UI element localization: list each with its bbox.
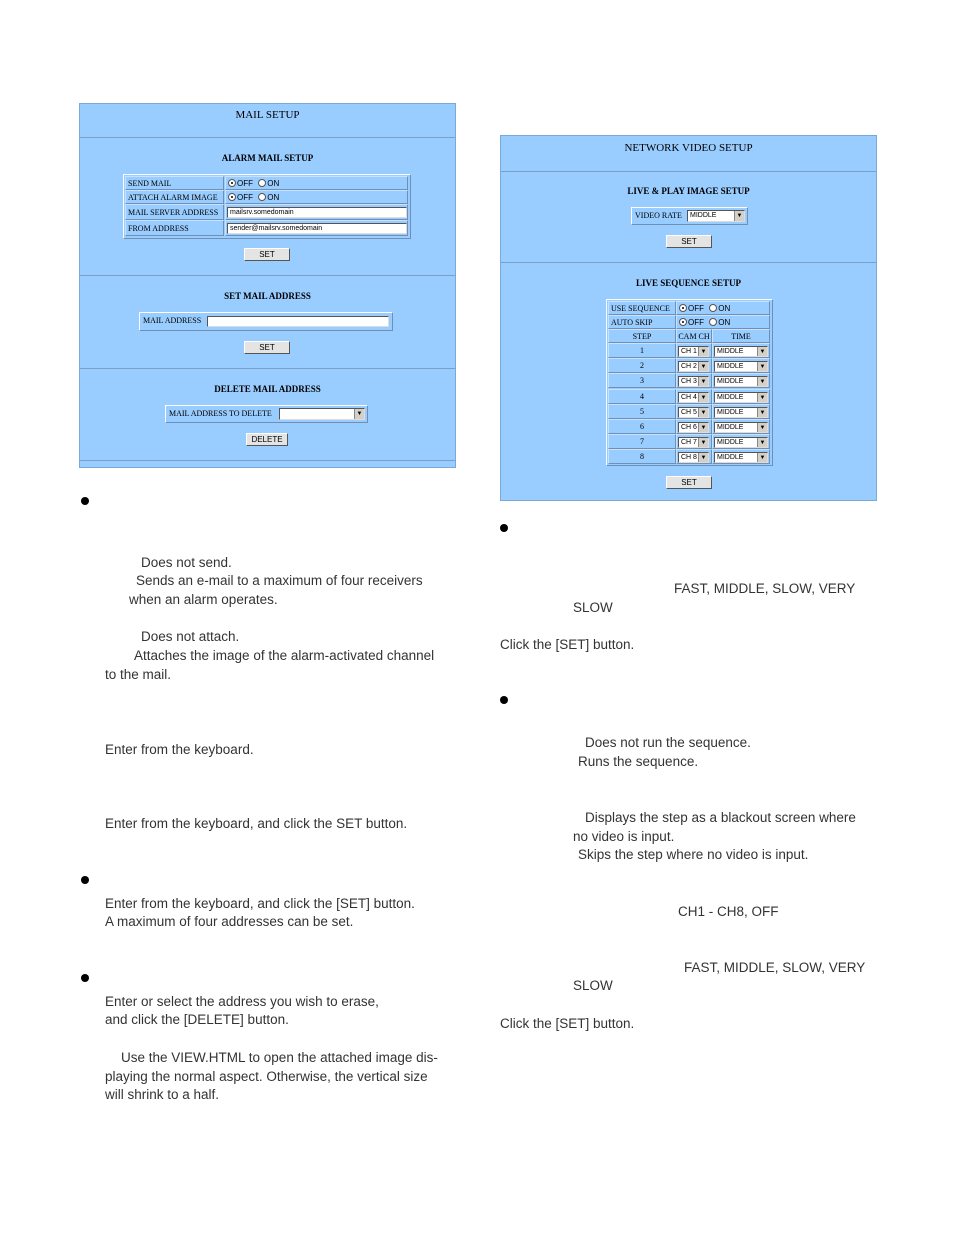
sequence-time-cell [712, 343, 770, 358]
cam-ch-value: CH 4 [681, 393, 697, 401]
divider [80, 368, 455, 369]
network-video-setup-title: NETWORK VIDEO SETUP [624, 142, 753, 154]
mail-server-label: MAIL SERVER ADDRESS [125, 204, 224, 220]
time-select[interactable] [714, 392, 768, 403]
time-value: MIDDLE [717, 363, 744, 371]
attach-image-on-radio[interactable] [258, 193, 266, 201]
bullet-icon [81, 876, 89, 884]
divider [80, 275, 455, 276]
col-header-cam: CAM CH [676, 329, 712, 343]
auto-skip-label: AUTO SKIP [608, 315, 676, 329]
send-mail-off-label: OFF [237, 179, 253, 188]
send-mail-on-label: ON [267, 179, 280, 188]
live-sequence-set-button[interactable]: SET [666, 476, 712, 489]
time-value: MIDDLE [717, 393, 744, 401]
divider [501, 262, 876, 263]
sequence-time-cell [712, 419, 770, 434]
attach-image-on-label: ON [267, 193, 280, 202]
chevron-down-icon[interactable]: ▼ [698, 347, 708, 356]
auto-skip-on-text: Skips the step where no video is input. [578, 847, 809, 862]
note-text-cont: playing the normal aspect. Otherwise, the vertical size [105, 1069, 428, 1084]
use-sequence-on-text: Runs the sequence. [578, 754, 699, 769]
cam-ch-select[interactable] [678, 422, 709, 433]
set-address-text-cont: A maximum of four addresses can be set. [105, 914, 354, 929]
attach-image-radios [225, 190, 408, 204]
from-address-text: Enter from the keyboard, and click the SET button. [105, 816, 408, 831]
use-sequence-label: USE SEQUENCE [608, 301, 676, 315]
bullet-icon [81, 497, 89, 505]
from-address-cell [225, 220, 408, 236]
alarm-mail-table [123, 174, 411, 239]
divider [501, 171, 876, 172]
note-text-cont: will shrink to a half. [105, 1087, 220, 1102]
auto-skip-off-text-cont: no video is input. [573, 829, 675, 844]
auto-skip-radios [676, 315, 770, 329]
chevron-down-icon[interactable]: ▼ [734, 211, 744, 221]
chevron-down-icon[interactable]: ▼ [757, 347, 767, 356]
cam-ch-select[interactable] [678, 361, 709, 372]
mail-address-input[interactable] [207, 316, 389, 327]
sequence-cam-cell [676, 419, 712, 434]
sequence-time-cell [712, 373, 770, 388]
cam-ch-select[interactable] [678, 346, 709, 357]
cam-ch-select[interactable] [678, 392, 709, 403]
delete-mail-address-title: DELETE MAIL ADDRESS [214, 384, 321, 394]
cam-ch-value: CH 2 [681, 363, 697, 371]
delete-button[interactable]: DELETE [246, 433, 288, 446]
video-rate-options-text: FAST, MIDDLE, SLOW, VERY [674, 581, 856, 596]
set-mail-address-button[interactable]: SET [244, 341, 290, 354]
click-set-text: Click the [SET] button. [500, 1016, 635, 1031]
network-video-setup-panel [500, 135, 877, 501]
cam-ch-value: CH 3 [681, 378, 697, 386]
chevron-down-icon[interactable]: ▼ [757, 377, 767, 386]
send-mail-on-text-cont: when an alarm operates. [129, 592, 278, 607]
chevron-down-icon[interactable]: ▼ [698, 438, 708, 447]
send-mail-on-radio[interactable] [258, 179, 266, 187]
send-mail-off-text: Does not send. [141, 555, 232, 570]
sequence-cam-cell [676, 404, 712, 419]
from-address-input[interactable]: sender@mailsrv.somedomain [227, 223, 407, 234]
video-rate-table [631, 207, 748, 225]
sequence-step-number: 5 [608, 404, 676, 419]
auto-skip-on-label: ON [718, 318, 731, 327]
sequence-step-number: 1 [608, 343, 676, 358]
cam-ch-options-text: CH1 - CH8, OFF [678, 904, 779, 919]
video-rate-options-text-cont: SLOW [573, 600, 613, 615]
time-select[interactable] [714, 361, 768, 372]
chevron-down-icon[interactable]: ▼ [698, 393, 708, 402]
time-select[interactable] [714, 407, 768, 418]
time-options-text-cont: SLOW [573, 978, 613, 993]
time-select[interactable] [714, 376, 768, 387]
sequence-cam-cell [676, 434, 712, 449]
divider [80, 460, 455, 461]
sequence-step-number: 3 [608, 373, 676, 388]
chevron-down-icon[interactable]: ▼ [698, 377, 708, 386]
delete-address-text-cont: and click the [DELETE] button. [105, 1012, 289, 1027]
chevron-down-icon[interactable]: ▼ [698, 423, 708, 432]
attach-off-text: Does not attach. [141, 629, 240, 644]
use-sequence-off-radio[interactable] [679, 304, 687, 312]
time-value: MIDDLE [717, 424, 744, 431]
time-select[interactable] [714, 452, 768, 463]
alarm-mail-setup-title: ALARM MAIL SETUP [221, 153, 314, 163]
use-sequence-radios [676, 301, 770, 315]
address-to-delete-label: MAIL ADDRESS TO DELETE [169, 409, 272, 418]
chevron-down-icon[interactable]: ▼ [757, 438, 767, 447]
cam-ch-value: CH 1 [681, 348, 697, 355]
cam-ch-select[interactable] [678, 376, 709, 387]
time-value: MIDDLE [717, 348, 744, 355]
mail-setup-panel [79, 103, 456, 468]
sequence-time-cell [712, 404, 770, 419]
mail-server-cell [225, 204, 408, 220]
send-mail-radios [225, 176, 408, 190]
sequence-cam-cell [676, 449, 712, 464]
live-play-set-button[interactable]: SET [666, 235, 712, 248]
mail-address-label: MAIL ADDRESS [143, 316, 202, 325]
auto-skip-off-radio[interactable] [679, 318, 687, 326]
use-sequence-on-label: ON [718, 304, 731, 313]
bullet-icon [81, 974, 89, 982]
sequence-cam-cell [676, 373, 712, 388]
chevron-down-icon[interactable]: ▼ [354, 409, 364, 419]
sequence-step-number: 6 [608, 419, 676, 434]
time-value: MIDDLE [717, 439, 744, 447]
set-address-text: Enter from the keyboard, and click the [SET] button. [105, 896, 415, 911]
bullet-icon [500, 524, 508, 532]
use-sequence-off-label: OFF [688, 304, 704, 313]
chevron-down-icon[interactable]: ▼ [698, 453, 708, 462]
sequence-cam-cell [676, 343, 712, 358]
cam-ch-value: CH 8 [681, 454, 697, 462]
attach-image-off-label: OFF [237, 193, 253, 202]
attach-image-label: ATTACH ALARM IMAGE [125, 190, 224, 204]
chevron-down-icon[interactable]: ▼ [757, 453, 767, 462]
cam-ch-select[interactable] [678, 437, 709, 448]
sequence-cam-cell [676, 358, 712, 373]
live-play-setup-title: LIVE & PLAY IMAGE SETUP [627, 186, 750, 196]
chevron-down-icon[interactable]: ▼ [698, 408, 708, 417]
live-sequence-setup-title: LIVE SEQUENCE SETUP [635, 278, 742, 288]
time-value: MIDDLE [717, 454, 744, 462]
chevron-down-icon[interactable]: ▼ [757, 423, 767, 432]
sequence-step-number: 4 [608, 389, 676, 404]
address-to-delete-select[interactable] [279, 408, 365, 420]
sequence-cam-cell [676, 389, 712, 404]
server-address-text: Enter from the keyboard. [105, 742, 254, 757]
attach-on-text-cont: to the mail. [105, 667, 172, 682]
chevron-down-icon[interactable]: ▼ [757, 408, 767, 417]
live-sequence-table [606, 299, 773, 466]
cam-ch-value: CH 7 [681, 439, 697, 447]
set-mail-address-table [139, 312, 393, 331]
send-mail-off-radio[interactable] [228, 179, 236, 187]
col-header-step: STEP [608, 329, 676, 343]
time-options-text: FAST, MIDDLE, SLOW, VERY [684, 960, 866, 975]
video-rate-select[interactable] [687, 210, 745, 222]
cam-ch-select[interactable] [678, 407, 709, 418]
mail-setup-title: MAIL SETUP [235, 109, 300, 121]
sequence-time-cell [712, 358, 770, 373]
video-rate-value: MIDDLE [690, 212, 717, 219]
attach-on-text: Attaches the image of the alarm-activated channel [134, 648, 435, 663]
time-select[interactable] [714, 346, 768, 357]
auto-skip-off-text: Displays the step as a blackout screen where [585, 810, 856, 825]
time-select[interactable] [714, 422, 768, 433]
chevron-down-icon[interactable]: ▼ [698, 362, 708, 371]
auto-skip-off-label: OFF [688, 318, 704, 327]
delete-address-text: Enter or select the address you wish to erase, [105, 994, 379, 1009]
sequence-time-cell [712, 389, 770, 404]
attach-image-off-radio[interactable] [228, 193, 236, 201]
sequence-time-cell [712, 434, 770, 449]
alarm-set-button[interactable]: SET [244, 248, 290, 261]
note-text: Use the VIEW.HTML to open the attached image dis- [121, 1050, 438, 1065]
time-value: MIDDLE [717, 378, 744, 386]
video-rate-label: VIDEO RATE [635, 211, 682, 220]
divider [80, 137, 455, 138]
chevron-down-icon[interactable]: ▼ [757, 362, 767, 371]
time-select[interactable] [714, 437, 768, 448]
sequence-step-number: 7 [608, 434, 676, 449]
cam-ch-select[interactable] [678, 452, 709, 463]
cam-ch-value: CH 5 [681, 408, 697, 416]
set-mail-address-title: SET MAIL ADDRESS [224, 291, 311, 301]
time-value: MIDDLE [717, 408, 744, 416]
from-address-label: FROM ADDRESS [125, 220, 224, 236]
sequence-step-number: 8 [608, 449, 676, 464]
send-mail-on-text: Sends an e-mail to a maximum of four receivers [136, 573, 423, 588]
send-mail-label: SEND MAIL [125, 176, 224, 190]
bullet-icon [500, 696, 508, 704]
col-header-time: TIME [712, 329, 770, 343]
sequence-time-cell [712, 449, 770, 464]
chevron-down-icon[interactable]: ▼ [757, 393, 767, 402]
delete-mail-table [165, 405, 368, 423]
sequence-step-number: 2 [608, 358, 676, 373]
use-sequence-on-radio[interactable] [709, 304, 717, 312]
cam-ch-value: CH 6 [681, 424, 697, 431]
click-set-text: Click the [SET] button. [500, 637, 635, 652]
use-sequence-off-text: Does not run the sequence. [585, 735, 751, 750]
auto-skip-on-radio[interactable] [709, 318, 717, 326]
mail-server-input[interactable]: mailsrv.somedomain [227, 207, 407, 218]
